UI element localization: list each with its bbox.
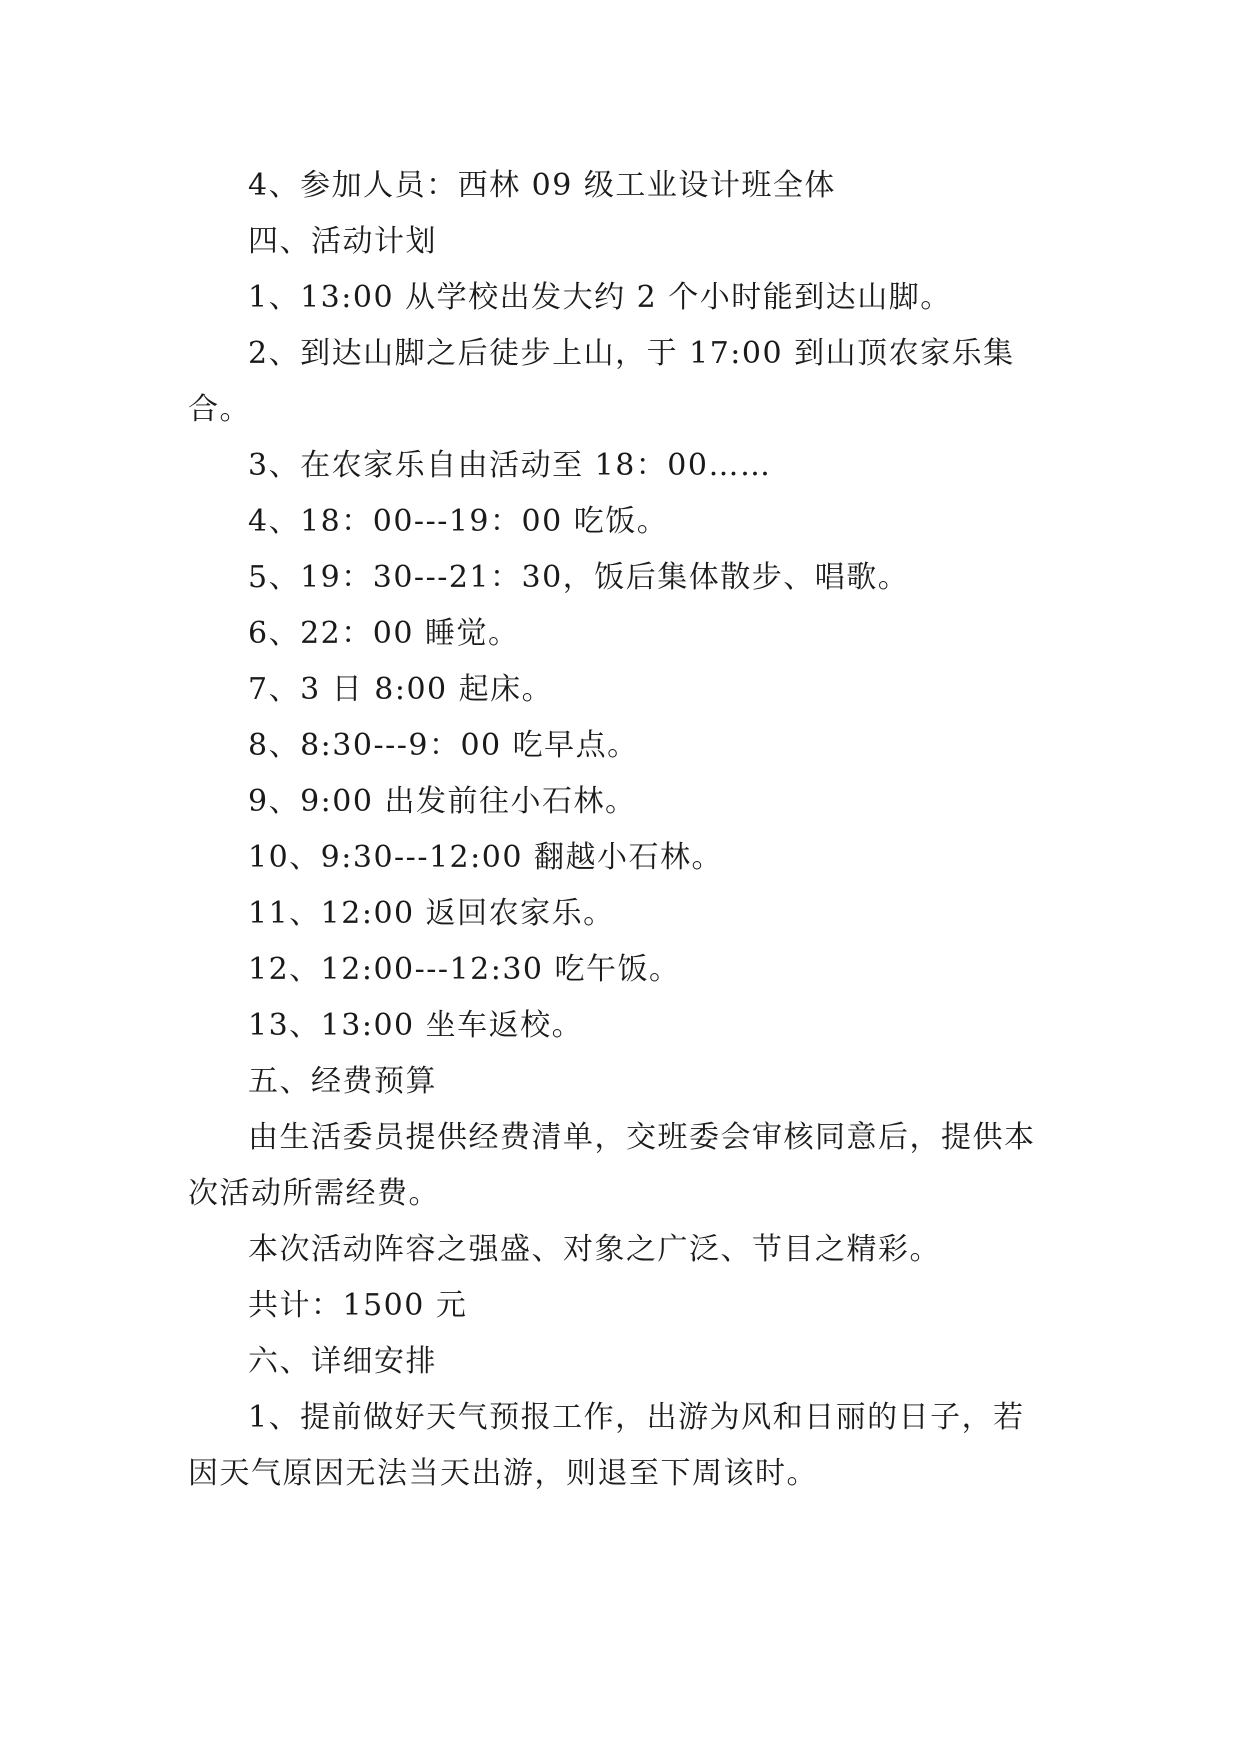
plan-item-1: 1、13:00 从学校出发大约 2 个小时能到达山脚。 [248,280,952,315]
plan-item-2: 2、到达山脚之后徒步上山，于 17:00 到山顶农家乐集合。 [188,336,1015,427]
document-body [188,158,1054,1502]
participants-line: 4、参加人员：西林 09 级工业设计班全体 [248,168,836,203]
section-heading-detailed-arrangement: 六、详细安排 [248,1344,437,1379]
plan-item-6: 6、22：00 睡觉。 [248,616,520,651]
plan-item-5: 5、19：30---21：30，饭后集体散步、唱歌。 [248,560,910,595]
budget-total: 共计：1500 元 [248,1288,468,1323]
plan-item-9: 9、9:00 出发前往小石林。 [248,784,637,819]
plan-item-10: 10、9:30---12:00 翻越小石林。 [248,840,723,875]
plan-item-11: 11、12:00 返回农家乐。 [248,896,615,931]
plan-item-4: 4、18：00---19：00 吃饭。 [248,504,669,539]
budget-description: 由生活委员提供经费清单，交班委会审核同意后，提供本次活动所需经费。 [188,1120,1036,1211]
arrangement-item-1: 1、提前做好天气预报工作，出游为风和日丽的日子，若因天气原因无法当天出游，则退至下周该时。 [188,1400,1025,1491]
section-heading-budget: 五、经费预算 [248,1064,437,1099]
plan-item-7: 7、3 日 8:00 起床。 [248,672,554,707]
plan-item-3: 3、在农家乐自由活动至 18：00…… [248,448,772,483]
plan-item-8: 8、8:30---9：00 吃早点。 [248,728,639,763]
activity-highlight: 本次活动阵容之强盛、对象之广泛、节目之精彩。 [248,1232,941,1267]
plan-item-12: 12、12:00---12:30 吃午饭。 [248,952,681,987]
section-heading-activity-plan: 四、活动计划 [248,224,437,259]
plan-item-13: 13、13:00 坐车返校。 [248,1008,584,1043]
